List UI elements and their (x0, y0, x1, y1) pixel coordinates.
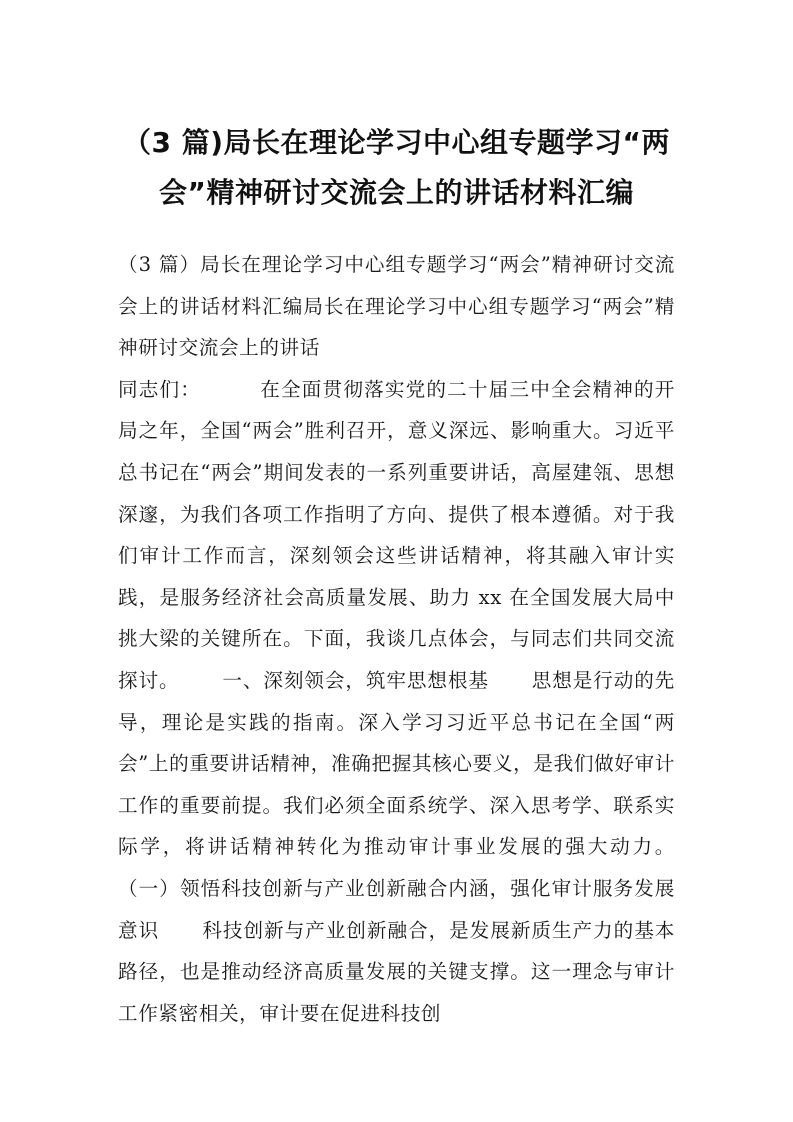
intro-paragraph: （3 篇）局长在理论学习中心组专题学习“两会”精神研讨交流会上的讲话材料汇编局长在理论学习中心组专题学习“两会”精神研讨交流会上的讲话 (118, 253, 675, 360)
document-title: （3 篇)局长在理论学习中心组专题学习“两会”精神研讨交流会上的讲话材料汇编 (123, 126, 670, 209)
speech-paragraph (118, 369, 716, 1035)
speech-text: 同志们： 在全面贯彻落实党的二十届三中全会精神的开局之年，全国“两会”胜利召开，意义深远、影响重大。习近平总书记在“两会”期间发表的一系列重要讲话，高屋建瓴、思想深邃，为我们各项工作指明了方向、提供了根本遵循。对于我们审计工作而言，深刻领会这些讲话精神，将其融入审计实践，是服务经济社会高质量发展、助力 xx 在全国发展大局中挑大梁的关键所在。下面，我谈几点体会，与同志们共同交流探讨。 一、深刻领会，筑牢思想根基 思想是行动的先导，理论是实践的指南。深入学习习近平总书记在全国“两会”上的重要讲话精神，准确把握其核心要义，是我们做好审计工作的重要前提。我们必须全面系统学、深入思考学、联系实际学，将讲话精神转化为推动审计事业发展的强大动力。 （一）领悟科技创新与产业创新融合内涵，强化审计服务发展意识 科技创新与产业创新融合，是发展新质生产力的基本路径，也是推动经济高质量发展的关键支撑。这一理念与审计工作紧密相关，审计要在促进科技创 (118, 377, 716, 1025)
document-body (118, 244, 716, 1034)
